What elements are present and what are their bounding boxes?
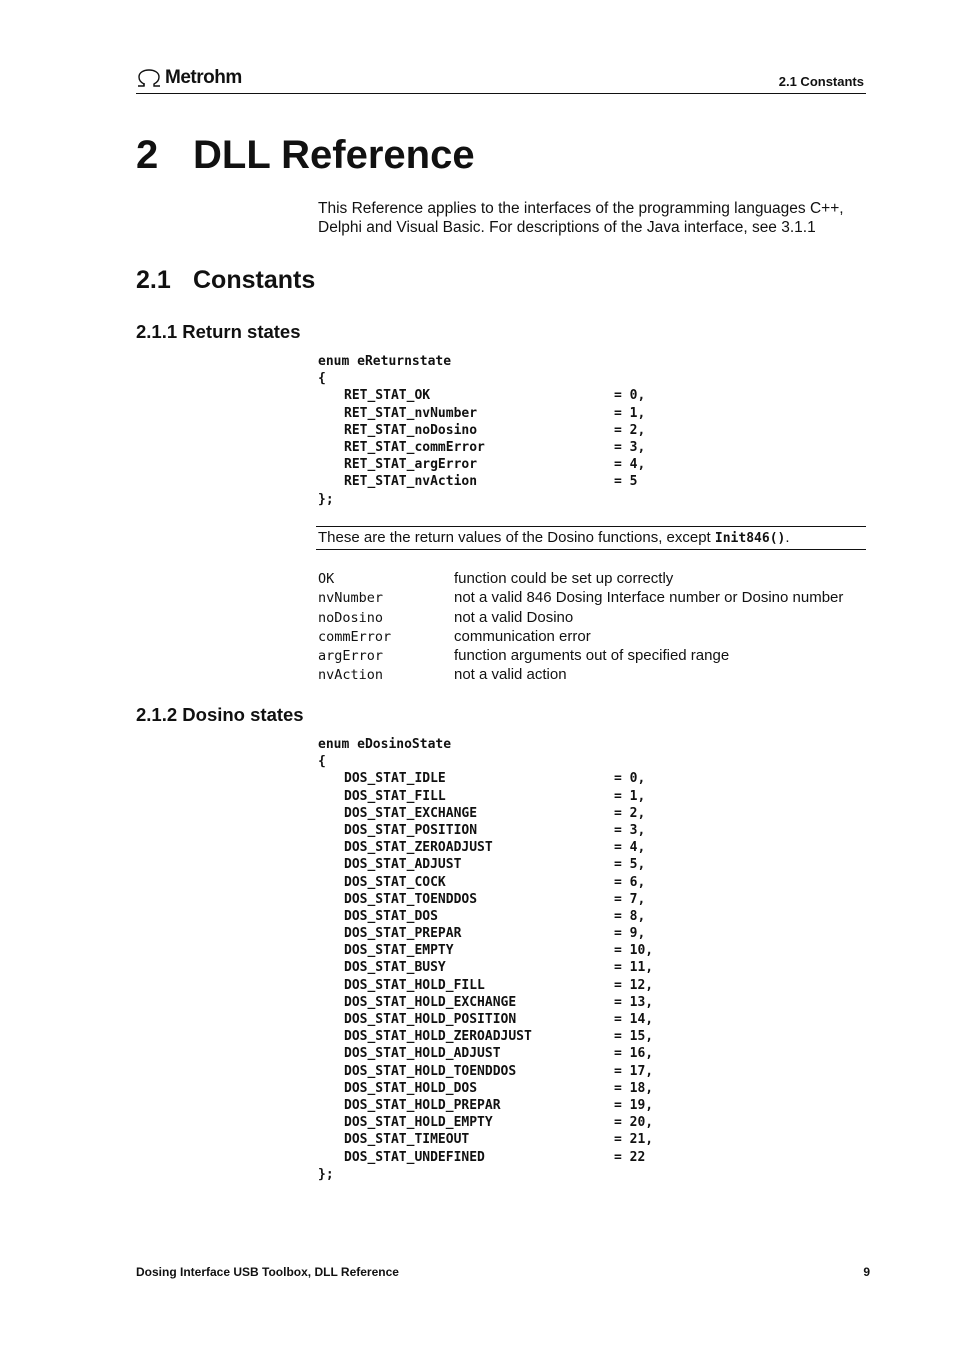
- enum-entry: [318, 1028, 654, 1045]
- subsection-heading-dosino-states: 2.1.2 Dosino states: [136, 704, 304, 725]
- enum-name: DOS_STAT_COCK: [344, 874, 446, 890]
- enum-value: = 9,: [614, 926, 646, 942]
- enum-name: DOS_STAT_HOLD_EMPTY: [344, 1115, 493, 1131]
- note-end: .: [785, 529, 790, 546]
- enum-value: = 13,: [614, 994, 654, 1010]
- note: [318, 529, 790, 546]
- enum-value: = 2,: [614, 422, 646, 438]
- section-heading: [136, 266, 315, 295]
- definition-desc: not a valid 846 Dosing Interface number or Dosino number: [454, 589, 844, 607]
- code-line: };: [318, 491, 334, 507]
- enum-value: = 4,: [614, 457, 646, 473]
- enum-name: DOS_STAT_PREPAR: [344, 926, 462, 942]
- section-title: Constants: [193, 266, 316, 294]
- enum-value: = 19,: [614, 1097, 654, 1113]
- enum-entry: [318, 1097, 654, 1114]
- enum-entry: [318, 908, 646, 925]
- enum-name: DOS_STAT_EXCHANGE: [344, 805, 478, 821]
- enum-name: DOS_STAT_HOLD_PREPAR: [344, 1097, 501, 1113]
- enum-entry: [318, 925, 646, 942]
- enum-value: = 14,: [614, 1012, 654, 1027]
- enum-value: = 7,: [614, 891, 646, 907]
- enum-entry: [318, 805, 646, 822]
- note-rule-top: [316, 526, 866, 527]
- chapter-heading: [136, 133, 475, 178]
- definition-term: argError: [318, 648, 384, 665]
- enum-value: = 17,: [614, 1063, 654, 1079]
- enum-name: DOS_STAT_HOLD_ADJUST: [344, 1046, 501, 1062]
- enum-entry: [318, 405, 646, 422]
- enum-value: = 5: [614, 474, 638, 490]
- definition-term: nvNumber: [318, 590, 384, 607]
- enum-name: DOS_STAT_TOENDDOS: [344, 891, 478, 907]
- enum-name: DOS_STAT_BUSY: [344, 960, 446, 976]
- enum-entry: [318, 874, 646, 891]
- footer-title: Dosing Interface USB Toolbox, DLL Reference: [136, 1265, 399, 1279]
- enum-name: DOS_STAT_IDLE: [344, 771, 446, 787]
- running-header: 2.1 Constants: [778, 74, 864, 89]
- code-line: enum eDosinoState: [318, 737, 452, 752]
- enum-entry: [318, 770, 646, 787]
- enum-entry: [318, 891, 646, 908]
- enum-name: RET_STAT_commError: [344, 439, 485, 455]
- section-number: 2.1: [136, 266, 171, 294]
- enum-value: = 22: [614, 1149, 646, 1165]
- chapter-number: 2: [136, 133, 159, 177]
- note-text: These are the return values of the Dosino functions, except: [318, 529, 715, 546]
- enum-entry: [318, 1045, 654, 1062]
- enum-value: = 10,: [614, 943, 654, 959]
- enum-value: = 15,: [614, 1029, 654, 1045]
- enum-name: DOS_STAT_HOLD_ZEROADJUST: [344, 1029, 532, 1045]
- enum-value: = 0,: [614, 388, 646, 404]
- enum-entry: [318, 387, 646, 404]
- enum-name: DOS_STAT_HOLD_EXCHANGE: [344, 994, 517, 1010]
- enum-entry: [318, 456, 646, 473]
- enum-name: DOS_STAT_EMPTY: [344, 943, 454, 959]
- header-rule: [136, 93, 866, 94]
- enum-entry: [318, 1080, 654, 1097]
- enum-entry: [318, 822, 646, 839]
- enum-entry: [318, 959, 654, 976]
- definition-desc: communication error: [454, 627, 591, 645]
- definition-term: nvAction: [318, 667, 384, 684]
- enum-name: DOS_STAT_ADJUST: [344, 857, 462, 873]
- definition-desc: function could be set up correctly: [454, 570, 674, 587]
- note-function: Init846(): [714, 531, 786, 546]
- intro-paragraph: [318, 199, 868, 237]
- enum-entry: [318, 1149, 646, 1166]
- enum-name: DOS_STAT_HOLD_FILL: [344, 977, 485, 993]
- enum-name: RET_STAT_argError: [344, 457, 478, 473]
- page-number: 9: [863, 1265, 870, 1279]
- code-block-return-states: [318, 353, 646, 508]
- intro-line: This Reference applies to the interfaces of the programming languages C++,: [318, 200, 844, 217]
- note-rule-bottom: [316, 549, 866, 550]
- enum-entry: [318, 1131, 654, 1148]
- omega-icon: [136, 68, 162, 88]
- enum-value: = 16,: [614, 1046, 654, 1062]
- enum-name: DOS_STAT_HOLD_TOENDDOS: [344, 1063, 517, 1079]
- enum-value: = 3,: [614, 439, 646, 455]
- enum-value: = 21,: [614, 1132, 654, 1148]
- enum-entries: [318, 770, 654, 1165]
- enum-value: = 4,: [614, 840, 646, 856]
- definition-desc: not a valid action: [454, 666, 567, 684]
- enum-entry: [318, 1114, 654, 1131]
- enum-value: = 5,: [614, 857, 646, 873]
- definition-desc: function arguments out of specified range: [454, 647, 730, 665]
- enum-value: = 20,: [614, 1115, 654, 1131]
- code-line: {: [318, 371, 326, 387]
- definition-term: OK: [318, 571, 335, 587]
- enum-value: = 6,: [614, 874, 646, 890]
- enum-entry: [318, 473, 638, 490]
- code-block-dosino-states: [318, 736, 654, 1183]
- enum-name: DOS_STAT_HOLD_DOS: [344, 1080, 478, 1096]
- enum-value: = 8,: [614, 908, 646, 924]
- enum-value: = 2,: [614, 805, 646, 821]
- enum-entry: [318, 994, 654, 1011]
- enum-value: = 0,: [614, 771, 646, 787]
- enum-name: DOS_STAT_HOLD_POSITION: [344, 1012, 517, 1027]
- chapter-title: DLL Reference: [193, 133, 475, 177]
- enum-name: RET_STAT_nvAction: [344, 474, 478, 490]
- enum-value: = 1,: [614, 788, 646, 804]
- enum-entries: [318, 387, 646, 490]
- enum-name: RET_STAT_noDosino: [344, 422, 478, 438]
- code-line: };: [318, 1166, 334, 1182]
- enum-entry: [318, 788, 646, 805]
- enum-entry: [318, 942, 654, 959]
- enum-entry: [318, 839, 646, 856]
- enum-entry: [318, 977, 654, 994]
- enum-name: DOS_STAT_UNDEFINED: [344, 1149, 485, 1165]
- enum-name: DOS_STAT_TIMEOUT: [344, 1132, 470, 1148]
- enum-name: DOS_STAT_POSITION: [344, 822, 478, 838]
- enum-name: RET_STAT_OK: [344, 388, 431, 404]
- subsection-heading-return-states: 2.1.1 Return states: [136, 321, 301, 342]
- enum-name: DOS_STAT_DOS: [344, 908, 438, 924]
- enum-name: DOS_STAT_ZEROADJUST: [344, 840, 493, 856]
- definition-desc: not a valid Dosino: [454, 608, 574, 626]
- enum-entry: [318, 1011, 654, 1028]
- enum-value: = 1,: [614, 405, 646, 421]
- enum-entry: [318, 422, 646, 439]
- enum-value: = 18,: [614, 1080, 654, 1096]
- enum-entry: [318, 1063, 654, 1080]
- code-line: enum eReturnstate: [318, 354, 452, 369]
- enum-value: = 11,: [614, 960, 654, 976]
- enum-entry: [318, 856, 646, 873]
- enum-value: = 3,: [614, 822, 646, 838]
- code-line: {: [318, 754, 326, 770]
- definition-term: commError: [318, 628, 392, 645]
- enum-entry: [318, 439, 646, 456]
- enum-name: RET_STAT_nvNumber: [344, 405, 478, 421]
- enum-value: = 12,: [614, 977, 654, 993]
- intro-line: Delphi and Visual Basic. For descriptions of the Java interface, see 3.1.1: [318, 219, 816, 236]
- metrohm-logo: [136, 66, 242, 90]
- brand-name: Metrohm: [165, 67, 242, 88]
- definition-term: noDosino: [318, 609, 384, 626]
- enum-name: DOS_STAT_FILL: [344, 788, 446, 804]
